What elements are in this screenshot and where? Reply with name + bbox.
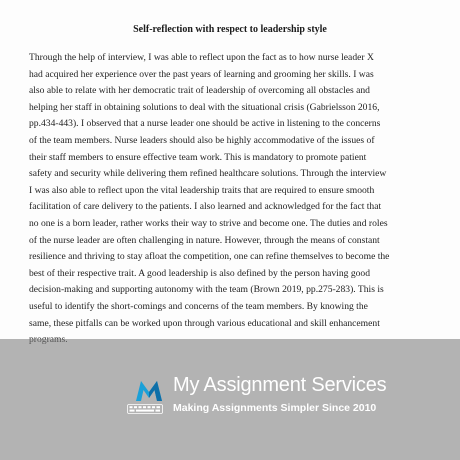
paragraph-line: their staff members to ensure effective team work. This is mandatory to promote patient: [29, 151, 367, 163]
document-title: Self-reflection with respect to leadership style: [133, 24, 327, 35]
paragraph-line: also able to relate with her democratic trait of leadership of overcoming all obstacles and: [29, 85, 370, 97]
paragraph-line: Through the help of interview, I was able to reflect upon the fact as to how nurse leader X: [29, 52, 374, 63]
paragraph-line: of the nurse leader are often challenging in nature. However, through the means of constant: [29, 234, 380, 246]
brand-watermark: [121, 371, 387, 421]
paragraph-line: had acquired her experience over the past years of learning and grooming her skills. I was: [29, 68, 374, 80]
paragraph-line: same, these pitfalls can be worked upon through various educational and skill enhancement: [29, 317, 380, 329]
paragraph-line: of the team members. Nurse leaders should also be highly accommodative of the issues of: [29, 134, 375, 146]
paragraph-line: no one is a born leader, rather works their way to strive and become one. The duties and roles: [29, 217, 388, 229]
keyboard-icon: [127, 404, 163, 414]
paragraph-line: pp.434-443). I observed that a nurse leader one should be active in listening to the concerns: [29, 118, 381, 130]
document-body: [29, 50, 409, 346]
paragraph-line: best of their respective trait. A good leadership is also defined by the person having good: [29, 267, 371, 279]
brand-name: My Assignment Services: [173, 374, 387, 396]
paragraph-line: safety and security while delivering them refined healthcare solutions. Through the interview: [29, 168, 387, 180]
paragraph-line: I was also able to reflect upon the vital leadership traits that are required to ensure smooth: [29, 184, 375, 196]
paragraph-line: helping her staff in obtaining solutions to deal with the situational crisis (Gabrielsson 2016,: [29, 101, 380, 113]
paragraph-line: facilitation of care delivery to the patients. I also learned and acknowledged for the fact that: [29, 201, 382, 213]
brand-tagline: Making Assignments Simpler Since 2010: [173, 402, 377, 414]
paragraph-line: decision-making and supporting autonomy with the team (Brown 2019, pp.275-283). This is: [29, 284, 384, 296]
paragraph-line: resilience and thriving to stay afloat the competition, one can refine themselves to become the: [29, 251, 390, 263]
m-logo-icon: [133, 377, 165, 403]
paragraph-line: useful to identify the short-comings and concerns of the team members. By knowing the: [29, 300, 368, 312]
